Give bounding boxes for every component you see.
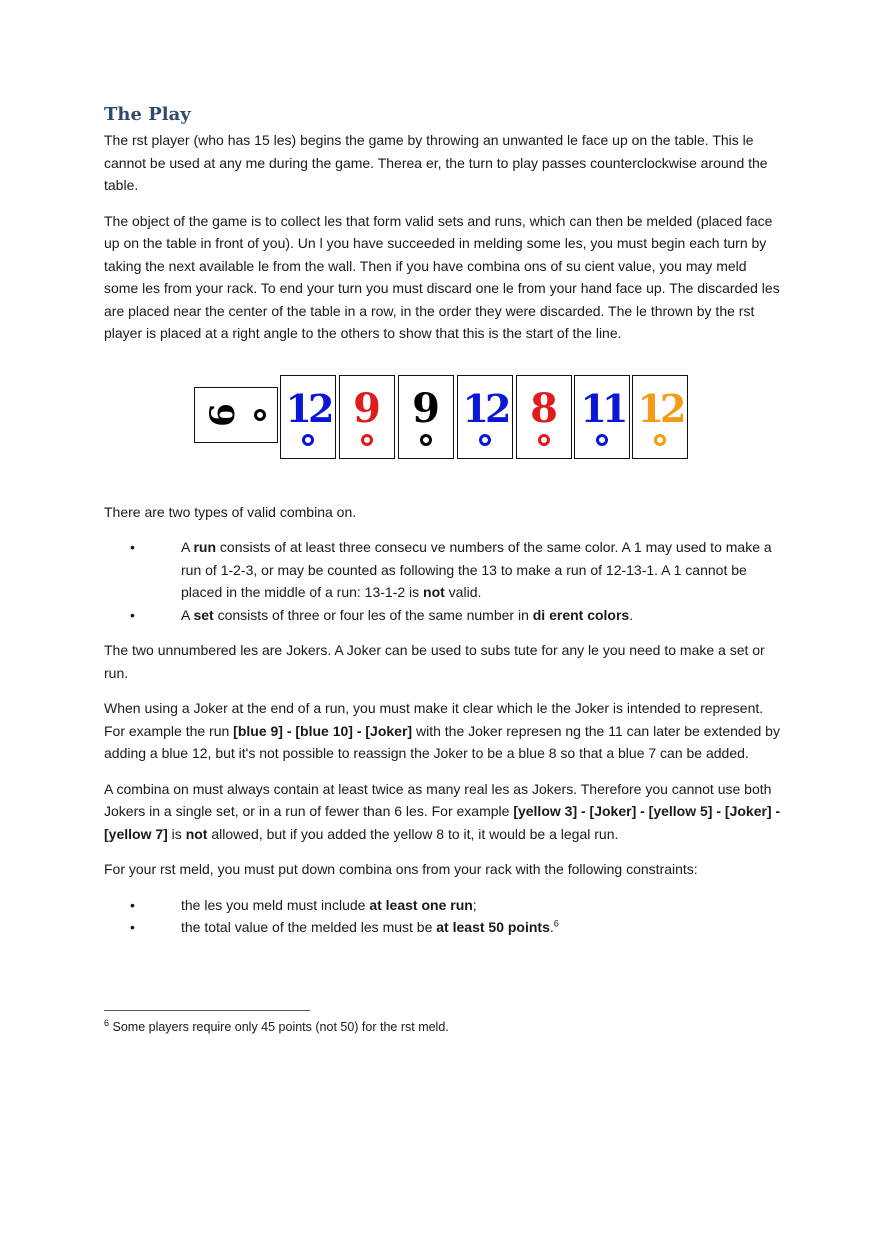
tile-6-dot (598, 435, 607, 444)
tile-4-dot (481, 435, 490, 444)
bullet-icon: • (130, 606, 135, 623)
page-content (104, 104, 784, 952)
tile-2-label: 9 (353, 384, 381, 432)
paragraph-joker-ratio: A combina on must always contain at least twice as many real les as Jokers. Therefore you cannot use both Jokers in a single set, or in a run of fewer than 6 les. For example [yellow 3] - [Joker] - [yellow 5] - [Joker] - [yellow 7] is not allowed, but if you added the yellow 8 to it, it would be a legal run. (104, 780, 781, 842)
tile-5 (516, 375, 572, 459)
list-item-run-constraint: • the les you meld must include at least one run; (104, 894, 784, 917)
tile-1-label: 12 (285, 385, 331, 431)
tile-5-label: 8 (530, 384, 558, 432)
section-heading: The Play (104, 104, 191, 125)
paragraph-combination-types: There are two types of valid combina on. (104, 503, 357, 520)
tile-6 (574, 375, 630, 459)
bullet-icon: • (130, 919, 135, 935)
combination-list (104, 536, 784, 626)
tile-sideways-6 (194, 387, 278, 443)
paragraph-object: The object of the game is to collect les that form valid sets and runs, which can then be melded (placed face up on the table in front of you). Un l you have succeeded in melding some les, you must begin each turn by taking the next available le from the wall. Then if you have combina ons of su cient value, you may meld some les from your rack. To end your turn you must discard one le from your hand face up. The discarded les are placed near the center of the table in a row, in the order they were discarded. The le thrown by the rst player is placed at a right angle to the others to show that this is the start of the line. (104, 212, 780, 341)
tile-6-label: 11 (580, 385, 624, 431)
tile-3 (398, 375, 454, 459)
tile-1 (280, 375, 336, 459)
list-item-points-constraint: • the total value of the melded les must be at least 50 points.$^6$ (104, 916, 784, 939)
tile-0-dot (256, 410, 265, 419)
tile-2 (339, 375, 395, 459)
paragraph-joker-end: When using a Joker at the end of a run, you must make it clear which le the Joker is intended to represent. For example the run [blue 9] - [blue 10] - [Joker] with the Joker represen ng the 11 can later be extended by adding a blue 12, but it's not possible to reassign the Joker to be a blue 8 so that a blue 7 can be added. (104, 700, 780, 761)
paragraph-jokers: The two unnumbered les are Jokers. A Joker can be used to subs tute for any le you need to make a set or run. (104, 642, 765, 681)
tile-2-dot (363, 435, 372, 444)
paragraph-first-player: The rst player (who has 15 les) begins the game by throwing an unwanted le face up on the table. This le cannot be used at any me during the game. Therea er, the turn to play passes counterclockwise around the table. (104, 132, 768, 193)
tile-4-label: 12 (462, 385, 508, 431)
tile-1-dot (304, 435, 313, 444)
bullet-icon: • (130, 896, 135, 913)
footnote-ref[interactable]: 6 (553, 918, 559, 929)
tile-7-dot (656, 435, 665, 444)
paragraph-first-meld: For your rst meld, you must put down combina ons from your rack with the following constraints: (104, 861, 698, 877)
footnote-divider (104, 1010, 310, 1011)
tile-3-dot (422, 435, 431, 444)
tile-0-label: 6 (203, 402, 243, 427)
list-item-run: • A run consists of at least three consecu ve numbers of the same color. A 1 may used to make a run of 1-2-3, or may be counted as following the 13 to make a run of 12-13-1. A 1 cannot be placed in the middle of a run: 13-1-2 is not valid. (104, 536, 784, 604)
bullet-icon: • (130, 539, 135, 555)
tile-3-label: 9 (412, 384, 440, 432)
tile-4 (457, 375, 513, 459)
footnote: $^6$ Some players require only 45 points (not 50) for the rst meld. (104, 1017, 449, 1034)
constraints-list (104, 894, 784, 939)
tile-7 (632, 375, 688, 459)
tile-5-dot (540, 435, 549, 444)
list-item-set: • A set consists of three or four les of the same number in di erent colors. (104, 604, 784, 627)
discard-row-figure (104, 375, 784, 463)
tile-7-label: 12 (637, 385, 683, 431)
